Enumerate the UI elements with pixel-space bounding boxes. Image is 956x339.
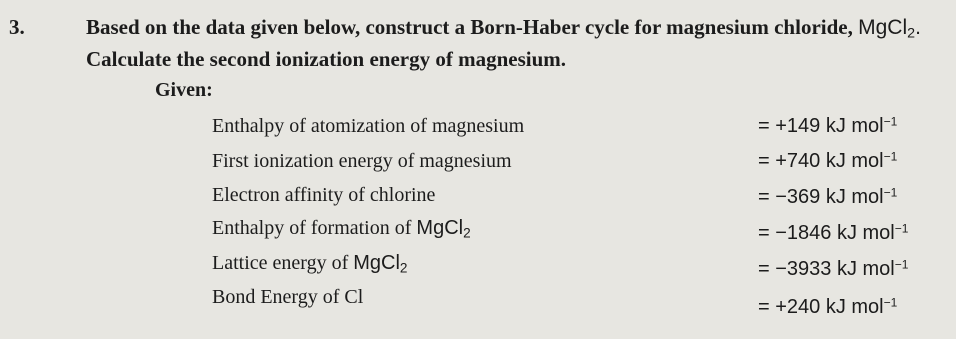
given-label: Given: xyxy=(155,79,213,101)
question-line-2: Calculate the second ionization energy of magnesium. xyxy=(86,47,567,71)
data-row-label: Enthalpy of atomization of magnesium xyxy=(212,115,525,137)
data-row-label: Lattice energy of MgCl$_2$ xyxy=(212,252,408,276)
question-line-1 xyxy=(86,15,921,40)
data-row-value: = +240 kJ mol$^{-1}$ xyxy=(758,295,898,318)
question-line-1-text: Based on the data given below, construct a Born-Haber cycle for magnesium chloride, xyxy=(86,15,853,39)
question-number: 3. xyxy=(9,15,25,39)
data-row-label: Electron affinity of chlorine xyxy=(212,184,436,206)
data-row-value: = −3933 kJ mol$^{-1}$ xyxy=(758,257,909,280)
data-row-label: Bond Energy of Cl xyxy=(212,286,364,308)
question-formula: MgCl$_2$. xyxy=(858,16,921,42)
data-row-label: First ionization energy of magnesium xyxy=(212,150,512,172)
data-row-value: = +740 kJ mol$^{-1}$ xyxy=(758,149,898,172)
data-row-value: = −369 kJ mol$^{-1}$ xyxy=(758,185,898,208)
data-row-label: Enthalpy of formation of MgCl$_2$ xyxy=(212,217,471,241)
data-row-value: = +149 kJ mol$^{-1}$ xyxy=(758,114,898,137)
data-row-value: = −1846 kJ mol$^{-1}$ xyxy=(758,221,909,244)
